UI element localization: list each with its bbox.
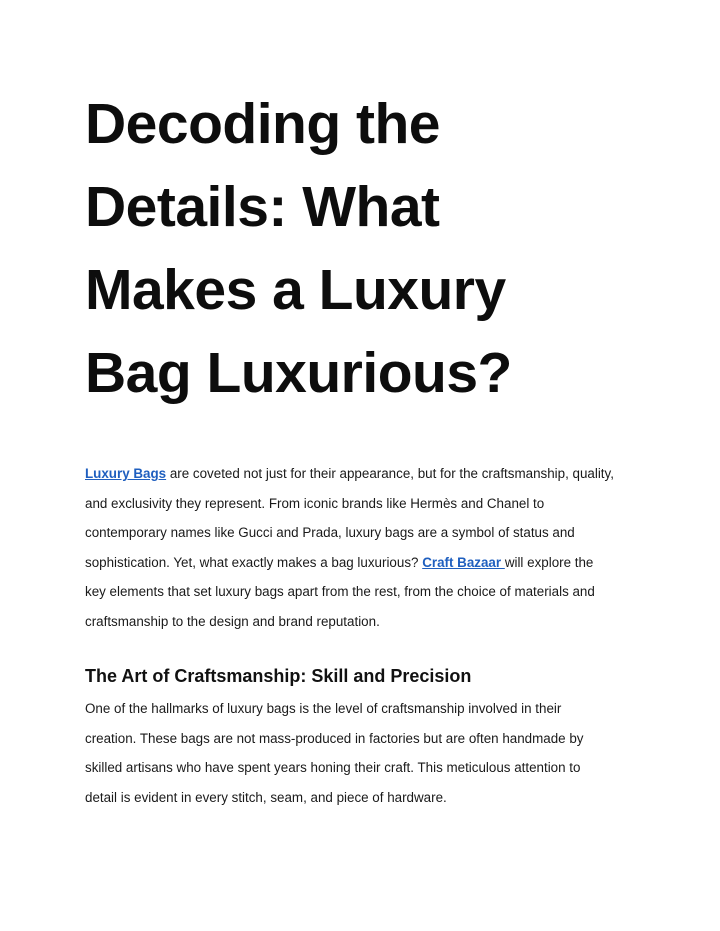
intro-line: and exclusivity they represent. From iconic brands like Hermès and Chanel to <box>85 495 545 511</box>
luxury-bags-link[interactable]: Luxury Bags <box>85 466 167 481</box>
section-line: detail is evident in every stitch, seam, and piece of hardware. <box>85 789 447 805</box>
intro-paragraph <box>85 459 655 636</box>
section-paragraph <box>85 694 655 812</box>
title-line: Bag Luxurious? <box>85 341 512 405</box>
section-line: One of the hallmarks of luxury bags is the level of craftsmanship involved in their <box>85 701 562 716</box>
article-title <box>85 0 555 415</box>
intro-line: craftsmanship to the design and brand reputation. <box>85 613 380 629</box>
intro-line: key elements that set luxury bags apart from the rest, from the choice of materials and <box>85 584 595 599</box>
section-line: skilled artisans who have spent years honing their craft. This meticulous attention to <box>85 760 581 775</box>
title-line: Decoding the <box>85 92 441 156</box>
intro-text: are coveted not just for their appearance, but for the craftsmanship, quality, <box>166 466 614 481</box>
title-line: Details: What <box>85 175 440 239</box>
section-line: creation. These bags are not mass-produced in factories but are often handmade by <box>85 730 584 746</box>
title-line: Makes a Luxury <box>85 258 506 322</box>
intro-line: contemporary names like Gucci and Prada, luxury bags are a symbol of status and <box>85 525 575 540</box>
craft-bazaar-link[interactable]: Craft Bazaar <box>422 554 505 570</box>
intro-text: sophistication. Yet, what exactly makes a bag luxurious? <box>85 554 423 570</box>
intro-line <box>85 459 655 489</box>
intro-text: will explore the <box>504 554 594 570</box>
intro-line <box>85 548 655 578</box>
section-heading: The Art of Craftsmanship: Skill and Precision <box>85 666 472 686</box>
